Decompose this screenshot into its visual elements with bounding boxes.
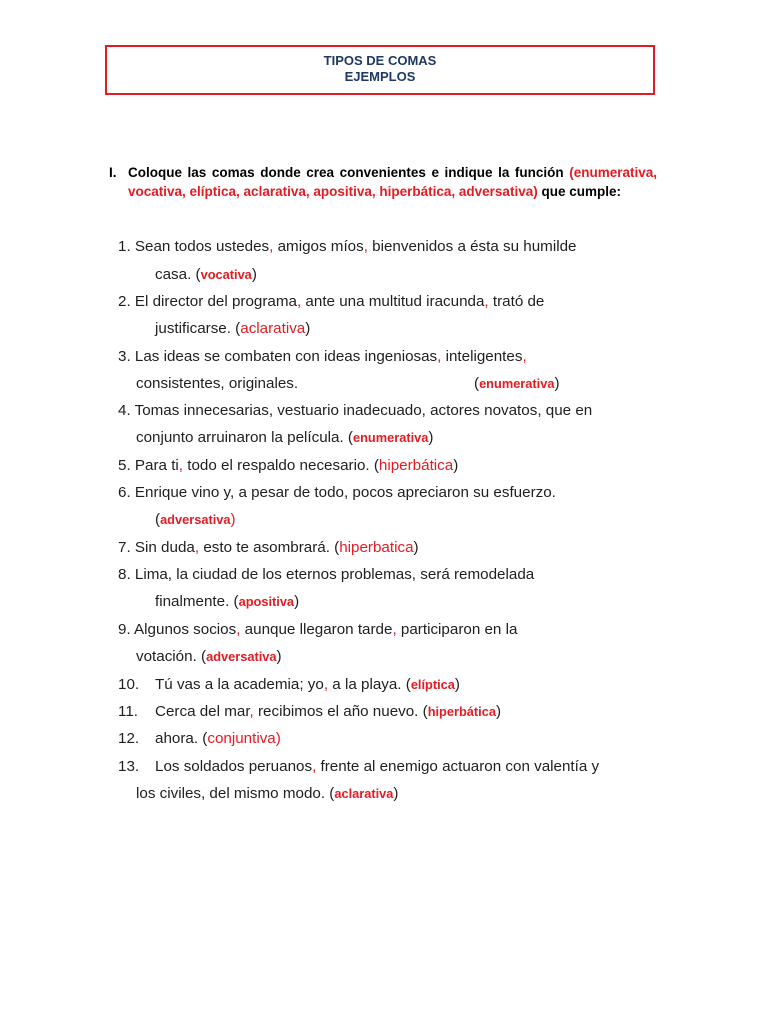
item-text: a la playa. ( [328,676,411,693]
list-item-4-cont [136,428,433,448]
answer-label: aclarativa [240,320,306,337]
item-text: esto te asombrará. ( [199,539,340,556]
item-text: frente al enemigo actuaron con valentía y [316,758,600,775]
list-item-6 [118,483,556,503]
item-number: 12. [118,730,140,747]
item-text: todo el respaldo necesario. ( [183,457,379,474]
list-item-3-answer [474,374,560,394]
item-text: Los soldados peruanos [155,758,313,775]
item-number: 5. [118,457,131,474]
item-text: ( [474,375,480,392]
item-text: Enrique vino y, a pesar de todo, pocos apreciaron su esfuerzo. [130,484,556,501]
item-text: ahora. ( [155,730,208,747]
comma-mark: , [484,293,489,310]
page-title: TIPOS DE COMAS [323,53,437,68]
list-item-5 [118,456,458,476]
answer-label: adversativa [206,649,277,664]
title-box [105,45,655,95]
comma-mark: , [437,348,442,365]
item-text: los civiles, del mismo modo. ( [136,785,335,802]
list-item-6-cont [155,510,236,530]
list-item-2-cont [155,319,310,339]
answer-label: hiperbática [378,457,454,474]
item-text: Las ideas se combaten con ideas ingeniosas [130,348,438,365]
item-text: aunque llegaron tarde [240,621,393,638]
comma-mark: , [249,703,254,720]
list-item-12 [118,729,281,749]
comma-mark: , [269,238,274,255]
comma-mark: , [236,621,241,638]
item-text: ) [453,457,459,474]
list-item-4 [118,401,592,421]
comma-mark: , [363,238,368,255]
list-item-3 [118,347,527,367]
item-text: ) [393,785,399,802]
answer-label: enumerativa [352,430,429,445]
item-text: amigos míos [273,238,364,255]
item-number: 13. [118,758,140,775]
answer-label: elíptica [410,677,455,692]
item-text: participaron en la [396,621,518,638]
item-text: bienvenidos a ésta su humilde [367,238,577,255]
answer-label: enumerativa [479,376,555,391]
comma-mark: , [392,621,397,638]
item-text: ante una multitud iracunda [301,293,485,310]
item-text: inteligentes [441,348,523,365]
item-text: Sin duda [130,539,195,556]
item-text: ) [428,429,434,446]
list-item-10 [118,675,460,695]
comma-mark: , [296,293,302,310]
item-text: ) [305,320,311,337]
item-text: casa. ( [155,266,201,283]
list-item-11 [118,702,501,722]
list-item-9 [118,620,517,640]
list-item-8-cont [155,592,299,612]
item-number: 9. [118,621,131,638]
comma-mark: , [194,539,200,556]
answer-label: hiperbática [427,704,496,719]
item-number: 8. [118,566,131,583]
item-text: ) [230,511,236,528]
item-text: ) [554,375,560,392]
page-subtitle: EJEMPLOS [344,69,416,84]
item-text: ) [251,266,257,283]
list-item-13 [118,757,599,777]
item-text: Para ti [130,457,179,474]
answer-label: conjuntiva) [207,730,281,747]
instructions-text-part: que cumple: [537,184,621,199]
item-text: ) [276,648,282,665]
list-item-3-cont [136,374,298,394]
item-text: ( [155,511,161,528]
item-text: consistentes, originales. [136,375,299,392]
comma-mark: , [323,676,329,693]
instructions-text-part: Coloque las comas donde crea convenientes e indique la función [128,165,570,180]
item-text: Sean todos ustedes [130,238,270,255]
comma-mark: , [312,758,317,775]
item-text: trató de [488,293,545,310]
item-text: El director del programa [130,293,297,310]
section-numeral: I. [109,165,117,180]
list-item-2 [118,292,544,312]
item-text: Cerca del mar [155,703,250,720]
answer-label: apositiva [238,594,295,609]
item-text: ) [294,593,300,610]
comma-mark: , [522,348,527,365]
item-text: Algunos socios [130,621,237,638]
answer-label: adversativa [160,512,231,527]
item-text: recibimos el año nuevo. ( [253,703,428,720]
list-item-13-cont [136,784,398,804]
item-text: votación. ( [136,648,207,665]
item-number: 11. [118,703,138,720]
instructions-text [128,163,657,201]
item-text: finalmente. ( [155,593,239,610]
comma-mark: , [178,457,184,474]
item-text: justificarse. ( [155,320,241,337]
item-text: ) [495,703,502,720]
instructions [109,163,657,201]
item-text: Tomas innecesarias, vestuario inadecuado, actores novatos, que en [130,402,593,419]
item-number: 6. [118,484,131,501]
list-item-7 [118,538,419,558]
item-text: Lima, la ciudad de los eternos problemas, será remodelada [130,566,535,583]
list-item-1 [118,237,576,257]
item-number: 3. [118,348,131,365]
item-number: 10. [118,676,140,693]
item-number: 4. [118,402,131,419]
item-text: conjunto arruinaron la película. ( [136,429,353,446]
item-text: Tú vas a la academia; yo [155,676,324,693]
item-number: 1. [118,238,131,255]
list-item-1-cont [155,265,257,285]
item-text: ) [413,539,419,556]
list-item-9-cont [136,647,282,667]
answer-label: vocativa [200,267,252,282]
item-number: 2. [118,293,131,310]
item-number: 7. [118,539,131,556]
answer-label: hiperbatica [339,539,414,556]
list-item-8 [118,565,534,585]
item-text: ) [454,676,460,693]
answer-label: aclarativa [334,786,394,801]
functions-list: (enumerativa, vocativa, elíptica, aclarativa, apositiva, hiperbática, adversativa) [128,165,657,199]
